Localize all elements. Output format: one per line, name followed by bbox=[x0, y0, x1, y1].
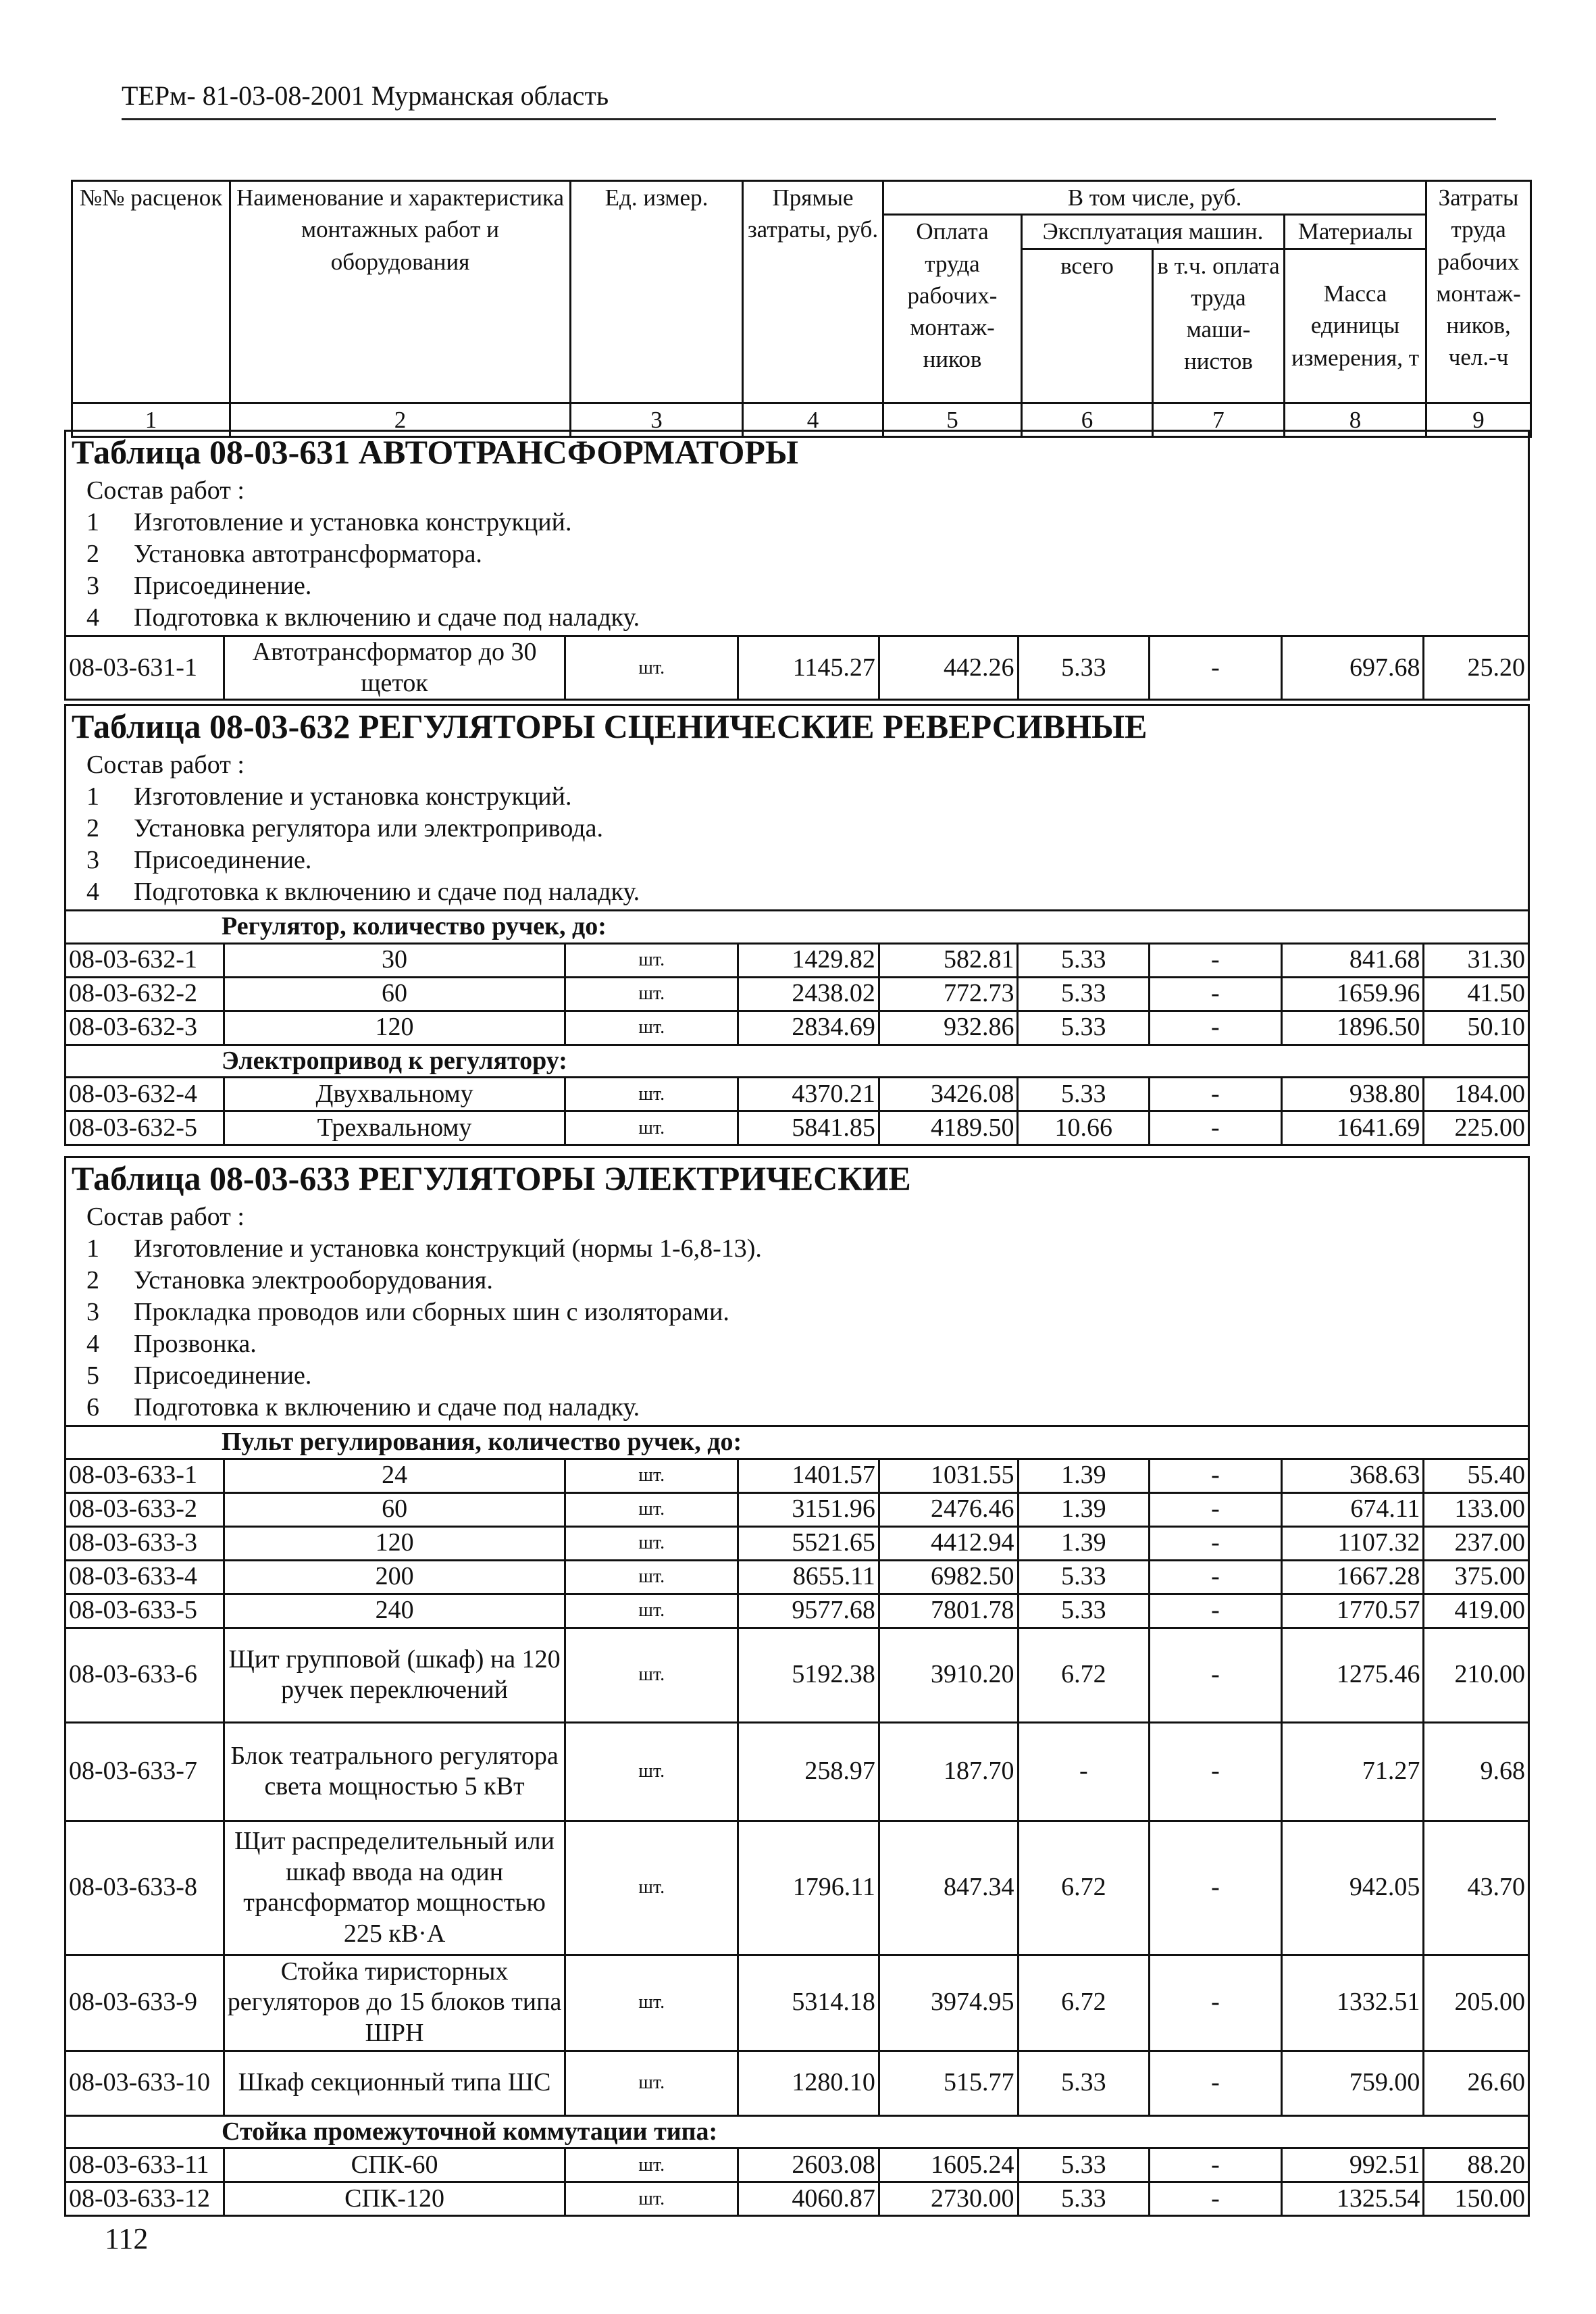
machine-cost: 5.33 bbox=[1018, 943, 1150, 977]
composition-item-text: Подготовка к включению и сдаче под наладку. bbox=[134, 603, 640, 632]
composition-item-text: Установка регулятора или электропривода. bbox=[134, 814, 603, 842]
col-header-mach-labor: в т.ч. оплата труда маши-нистов bbox=[1153, 249, 1285, 403]
material-mass: 1641.69 bbox=[1281, 1111, 1424, 1145]
composition-item bbox=[86, 845, 1528, 876]
machine-cost: 5.33 bbox=[1018, 2051, 1150, 2115]
composition-item bbox=[86, 602, 1528, 634]
labor-hours: 41.50 bbox=[1424, 977, 1529, 1011]
machinist-labor: - bbox=[1150, 2182, 1282, 2216]
composition-block bbox=[66, 747, 1529, 911]
composition-item-number: 2 bbox=[86, 540, 99, 568]
col-header-direct: Прямые затраты, руб. bbox=[743, 181, 883, 403]
rate-row bbox=[66, 1011, 1529, 1045]
work-name: СПК-60 bbox=[224, 2148, 565, 2182]
labor-cost: 3974.95 bbox=[879, 1955, 1018, 2051]
rate-code: 08-03-633-11 bbox=[66, 2148, 224, 2182]
composition-label: Состав работ : bbox=[86, 751, 244, 779]
material-mass: 942.05 bbox=[1281, 1821, 1424, 1955]
rate-row bbox=[66, 2051, 1529, 2115]
composition-item-text: Изготовление и установка конструкций (нормы 1-6,8-13). bbox=[134, 1234, 762, 1263]
composition-item bbox=[86, 1328, 1528, 1360]
composition-item-text: Установка автотрансформатора. bbox=[134, 540, 482, 568]
col-number: 2 bbox=[230, 403, 571, 436]
direct-cost: 5841.85 bbox=[738, 1111, 879, 1145]
machine-cost: 5.33 bbox=[1018, 977, 1150, 1011]
labor-hours: 31.30 bbox=[1424, 943, 1529, 977]
rate-row bbox=[66, 636, 1529, 700]
work-name: 240 bbox=[224, 1594, 565, 1628]
composition-item bbox=[86, 1392, 1528, 1424]
machine-cost: 6.72 bbox=[1018, 1628, 1150, 1722]
rate-code: 08-03-633-12 bbox=[66, 2182, 224, 2216]
work-name: Стойка тиристорных регуляторов до 15 блоков типа ШРН bbox=[224, 1955, 565, 2051]
composition-item-number: 2 bbox=[86, 1266, 99, 1294]
page-number: 112 bbox=[105, 2222, 149, 2255]
composition-item-text: Изготовление и установка конструкций. bbox=[134, 782, 572, 811]
composition-item-text: Прокладка проводов или сборных шин с изоляторами. bbox=[134, 1298, 729, 1326]
composition-item-text: Присоединение. bbox=[134, 846, 312, 874]
rate-code: 08-03-632-1 bbox=[66, 943, 224, 977]
work-name: Трехвальному bbox=[224, 1111, 565, 1145]
material-mass: 71.27 bbox=[1281, 1722, 1424, 1821]
composition-block bbox=[66, 1199, 1529, 1426]
unit: шт. bbox=[565, 1821, 738, 1955]
labor-hours: 375.00 bbox=[1424, 1560, 1529, 1594]
machine-cost: 5.33 bbox=[1018, 1078, 1150, 1111]
machinist-labor: - bbox=[1150, 1594, 1282, 1628]
composition-item-text: Прозвонка. bbox=[134, 1330, 257, 1358]
composition-item bbox=[86, 876, 1528, 908]
labor-hours: 25.20 bbox=[1424, 636, 1529, 700]
labor-cost: 4412.94 bbox=[879, 1526, 1018, 1560]
col-header-unit: Ед. измер. bbox=[571, 181, 743, 403]
material-mass: 368.63 bbox=[1281, 1459, 1424, 1492]
machinist-labor: - bbox=[1150, 1955, 1282, 2051]
rate-code: 08-03-631-1 bbox=[66, 636, 224, 700]
unit: шт. bbox=[565, 1722, 738, 1821]
work-name: Блок театрального регулятора света мощностью 5 кВт bbox=[224, 1722, 565, 1821]
rate-code: 08-03-633-7 bbox=[66, 1722, 224, 1821]
unit: шт. bbox=[565, 1955, 738, 2051]
composition-item-number: 2 bbox=[86, 814, 99, 842]
machinist-labor: - bbox=[1150, 977, 1282, 1011]
unit: шт. bbox=[565, 2051, 738, 2115]
material-mass: 1275.46 bbox=[1281, 1628, 1424, 1722]
machine-cost: 5.33 bbox=[1018, 2148, 1150, 2182]
composition-item-text: Подготовка к включению и сдаче под наладку. bbox=[134, 878, 640, 906]
header-rule bbox=[122, 118, 1496, 120]
composition-item bbox=[86, 570, 1528, 602]
work-name: 200 bbox=[224, 1560, 565, 1594]
composition-item-text: Установка электрооборудования. bbox=[134, 1266, 493, 1294]
composition-item-number: 4 bbox=[86, 603, 99, 632]
composition-item bbox=[86, 1297, 1528, 1328]
material-mass: 759.00 bbox=[1281, 2051, 1424, 2115]
rate-code: 08-03-633-5 bbox=[66, 1594, 224, 1628]
machinist-labor: - bbox=[1150, 943, 1282, 977]
work-name: 60 bbox=[224, 1492, 565, 1526]
material-mass: 697.68 bbox=[1281, 636, 1424, 700]
direct-cost: 2834.69 bbox=[738, 1011, 879, 1045]
composition-item-number: 3 bbox=[86, 572, 99, 600]
col-header-mach-total: всего bbox=[1022, 249, 1153, 403]
composition-item bbox=[86, 507, 1528, 538]
machinist-labor: - bbox=[1150, 1011, 1282, 1045]
page-header-title: ТЕРм- 81-03-08-2001 Мурманская область bbox=[122, 80, 609, 111]
material-mass: 1896.50 bbox=[1281, 1011, 1424, 1045]
composition-item-text: Подготовка к включению и сдаче под наладку. bbox=[134, 1393, 640, 1422]
composition-item bbox=[86, 781, 1528, 813]
rate-row bbox=[66, 1078, 1529, 1111]
col-header-code: №№ расценок bbox=[72, 181, 230, 403]
machinist-labor: - bbox=[1150, 1459, 1282, 1492]
composition-item-number: 6 bbox=[86, 1393, 99, 1422]
work-name: СПК-120 bbox=[224, 2182, 565, 2216]
direct-cost: 2603.08 bbox=[738, 2148, 879, 2182]
labor-hours: 43.70 bbox=[1424, 1821, 1529, 1955]
machinist-labor: - bbox=[1150, 1526, 1282, 1560]
material-mass: 992.51 bbox=[1281, 2148, 1424, 2182]
unit: шт. bbox=[565, 1011, 738, 1045]
material-mass: 1667.28 bbox=[1281, 1560, 1424, 1594]
rate-code: 08-03-633-9 bbox=[66, 1955, 224, 2051]
machine-cost: 5.33 bbox=[1018, 2182, 1150, 2216]
rate-row bbox=[66, 1594, 1529, 1628]
rate-code: 08-03-632-4 bbox=[66, 1078, 224, 1111]
composition-label: Состав работ : bbox=[86, 1203, 244, 1231]
labor-hours: 184.00 bbox=[1424, 1078, 1529, 1111]
labor-hours: 50.10 bbox=[1424, 1011, 1529, 1045]
machine-cost: 10.66 bbox=[1018, 1111, 1150, 1145]
work-name: Шкаф секционный типа ШС bbox=[224, 2051, 565, 2115]
material-mass: 1659.96 bbox=[1281, 977, 1424, 1011]
labor-hours: 9.68 bbox=[1424, 1722, 1529, 1821]
rate-row bbox=[66, 1722, 1529, 1821]
composition-item-number: 4 bbox=[86, 1330, 99, 1358]
work-name: Двухвальному bbox=[224, 1078, 565, 1111]
composition-item-number: 1 bbox=[86, 782, 99, 811]
composition-item-number: 5 bbox=[86, 1361, 99, 1390]
rate-table-3 bbox=[64, 1156, 1530, 2217]
machine-cost: 1.39 bbox=[1018, 1526, 1150, 1560]
machine-cost: 5.33 bbox=[1018, 1560, 1150, 1594]
direct-cost: 258.97 bbox=[738, 1722, 879, 1821]
rate-row bbox=[66, 1111, 1529, 1145]
group-subheading: Электропривод к регулятору: bbox=[66, 1045, 1529, 1078]
direct-cost: 9577.68 bbox=[738, 1594, 879, 1628]
unit: шт. bbox=[565, 636, 738, 700]
work-name: 120 bbox=[224, 1011, 565, 1045]
labor-cost: 2730.00 bbox=[879, 2182, 1018, 2216]
col-number: 1 bbox=[72, 403, 230, 436]
direct-cost: 3151.96 bbox=[738, 1492, 879, 1526]
material-mass: 1325.54 bbox=[1281, 2182, 1424, 2216]
work-name: Щит распределительный или шкаф ввода на один трансформатор мощностью 225 кВ·А bbox=[224, 1821, 565, 1955]
labor-cost: 187.70 bbox=[879, 1722, 1018, 1821]
labor-hours: 237.00 bbox=[1424, 1526, 1529, 1560]
direct-cost: 5192.38 bbox=[738, 1628, 879, 1722]
unit: шт. bbox=[565, 1526, 738, 1560]
labor-cost: 1605.24 bbox=[879, 2148, 1018, 2182]
labor-cost: 4189.50 bbox=[879, 1111, 1018, 1145]
group-subheading: Регулятор, количество ручек, до: bbox=[66, 911, 1529, 944]
labor-hours: 55.40 bbox=[1424, 1459, 1529, 1492]
labor-cost: 847.34 bbox=[879, 1821, 1018, 1955]
composition-item-text: Изготовление и установка конструкций. bbox=[134, 508, 572, 536]
composition-item-number: 3 bbox=[86, 846, 99, 874]
material-mass: 674.11 bbox=[1281, 1492, 1424, 1526]
col-number: 9 bbox=[1426, 403, 1531, 436]
labor-hours: 26.60 bbox=[1424, 2051, 1529, 2115]
rate-code: 08-03-633-10 bbox=[66, 2051, 224, 2115]
machinist-labor: - bbox=[1150, 1628, 1282, 1722]
col-number: 6 bbox=[1022, 403, 1153, 436]
machinist-labor: - bbox=[1150, 2148, 1282, 2182]
machine-cost: 5.33 bbox=[1018, 1594, 1150, 1628]
direct-cost: 5521.65 bbox=[738, 1526, 879, 1560]
material-mass: 1107.32 bbox=[1281, 1526, 1424, 1560]
labor-hours: 419.00 bbox=[1424, 1594, 1529, 1628]
rate-code: 08-03-633-3 bbox=[66, 1526, 224, 1560]
unit: шт. bbox=[565, 2148, 738, 2182]
rate-row bbox=[66, 1492, 1529, 1526]
composition-item-text: Присоединение. bbox=[134, 572, 312, 600]
rate-code: 08-03-633-2 bbox=[66, 1492, 224, 1526]
direct-cost: 5314.18 bbox=[738, 1955, 879, 2051]
col-header-materials: Материалы bbox=[1285, 215, 1426, 249]
machinist-labor: - bbox=[1150, 2051, 1282, 2115]
rate-code: 08-03-632-5 bbox=[66, 1111, 224, 1145]
rate-row bbox=[66, 1459, 1529, 1492]
direct-cost: 2438.02 bbox=[738, 977, 879, 1011]
composition-item bbox=[86, 538, 1528, 570]
direct-cost: 1429.82 bbox=[738, 943, 879, 977]
composition-item-number: 4 bbox=[86, 878, 99, 906]
rate-code: 08-03-632-3 bbox=[66, 1011, 224, 1045]
section-title: Таблица 08-03-632 РЕГУЛЯТОРЫ СЦЕНИЧЕСКИЕ РЕВЕРСИВНЫЕ bbox=[66, 705, 1529, 747]
unit: шт. bbox=[565, 977, 738, 1011]
rate-code: 08-03-633-6 bbox=[66, 1628, 224, 1722]
labor-cost: 6982.50 bbox=[879, 1560, 1018, 1594]
direct-cost: 1796.11 bbox=[738, 1821, 879, 1955]
composition-block bbox=[66, 472, 1529, 636]
col-header-hours: Затраты труда рабочих монтаж-ников, чел.-ч bbox=[1426, 181, 1531, 403]
machine-cost: 1.39 bbox=[1018, 1459, 1150, 1492]
composition-item-number: 3 bbox=[86, 1298, 99, 1326]
machine-cost: 5.33 bbox=[1018, 1011, 1150, 1045]
rate-row bbox=[66, 943, 1529, 977]
rate-code: 08-03-633-8 bbox=[66, 1821, 224, 1955]
labor-cost: 2476.46 bbox=[879, 1492, 1018, 1526]
direct-cost: 1280.10 bbox=[738, 2051, 879, 2115]
labor-cost: 772.73 bbox=[879, 977, 1018, 1011]
unit: шт. bbox=[565, 1492, 738, 1526]
unit: шт. bbox=[565, 1078, 738, 1111]
rate-row bbox=[66, 2182, 1529, 2216]
col-number: 5 bbox=[883, 403, 1022, 436]
unit: шт. bbox=[565, 2182, 738, 2216]
rate-row bbox=[66, 1955, 1529, 2051]
rate-row bbox=[66, 1526, 1529, 1560]
composition-item bbox=[86, 813, 1528, 845]
col-header-labor: Оплата труда рабочих-монтаж-ников bbox=[883, 215, 1022, 403]
rate-row bbox=[66, 1821, 1529, 1955]
rate-table-2 bbox=[64, 704, 1530, 1146]
labor-hours: 133.00 bbox=[1424, 1492, 1529, 1526]
section-title: Таблица 08-03-631 АВТОТРАНСФОРМАТОРЫ bbox=[66, 431, 1529, 473]
labor-hours: 210.00 bbox=[1424, 1628, 1529, 1722]
col-header-name: Наименование и характеристика монтажных работ и оборудования bbox=[230, 181, 571, 403]
machinist-labor: - bbox=[1150, 1111, 1282, 1145]
material-mass: 938.80 bbox=[1281, 1078, 1424, 1111]
labor-hours: 88.20 bbox=[1424, 2148, 1529, 2182]
unit: шт. bbox=[565, 1594, 738, 1628]
material-mass: 841.68 bbox=[1281, 943, 1424, 977]
machinist-labor: - bbox=[1150, 636, 1282, 700]
col-number: 8 bbox=[1285, 403, 1426, 436]
rate-row bbox=[66, 1560, 1529, 1594]
rate-row bbox=[66, 2148, 1529, 2182]
labor-hours: 150.00 bbox=[1424, 2182, 1529, 2216]
work-name: Щит групповой (шкаф) на 120 ручек переключений bbox=[224, 1628, 565, 1722]
labor-cost: 1031.55 bbox=[879, 1459, 1018, 1492]
group-subheading: Стойка промежуточной коммутации типа: bbox=[66, 2115, 1529, 2148]
col-header-mass: Масса единицы измерения, т bbox=[1285, 249, 1426, 403]
direct-cost: 1401.57 bbox=[738, 1459, 879, 1492]
labor-cost: 582.81 bbox=[879, 943, 1018, 977]
labor-hours: 225.00 bbox=[1424, 1111, 1529, 1145]
machinist-labor: - bbox=[1150, 1492, 1282, 1526]
unit: шт. bbox=[565, 1628, 738, 1722]
composition-item-text: Присоединение. bbox=[134, 1361, 312, 1390]
col-number: 3 bbox=[571, 403, 743, 436]
column-header-table bbox=[71, 180, 1532, 438]
composition-item bbox=[86, 1233, 1528, 1265]
composition-item bbox=[86, 1360, 1528, 1392]
col-header-including: В том числе, руб. bbox=[883, 181, 1426, 215]
composition-item bbox=[86, 1265, 1528, 1297]
direct-cost: 8655.11 bbox=[738, 1560, 879, 1594]
unit: шт. bbox=[565, 1111, 738, 1145]
section-title: Таблица 08-03-633 РЕГУЛЯТОРЫ ЭЛЕКТРИЧЕСКИЕ bbox=[66, 1157, 1529, 1199]
labor-cost: 515.77 bbox=[879, 2051, 1018, 2115]
direct-cost: 4370.21 bbox=[738, 1078, 879, 1111]
machine-cost: 5.33 bbox=[1018, 636, 1150, 700]
work-name: 120 bbox=[224, 1526, 565, 1560]
material-mass: 1332.51 bbox=[1281, 1955, 1424, 2051]
unit: шт. bbox=[565, 1560, 738, 1594]
machinist-labor: - bbox=[1150, 1078, 1282, 1111]
rate-table-1 bbox=[64, 430, 1530, 701]
labor-cost: 3426.08 bbox=[879, 1078, 1018, 1111]
work-name: 24 bbox=[224, 1459, 565, 1492]
col-number: 4 bbox=[743, 403, 883, 436]
machinist-labor: - bbox=[1150, 1722, 1282, 1821]
labor-cost: 932.86 bbox=[879, 1011, 1018, 1045]
work-name: 60 bbox=[224, 977, 565, 1011]
col-header-machines: Эксплуатация машин. bbox=[1022, 215, 1285, 249]
machinist-labor: - bbox=[1150, 1560, 1282, 1594]
direct-cost: 1145.27 bbox=[738, 636, 879, 700]
labor-cost: 3910.20 bbox=[879, 1628, 1018, 1722]
rate-code: 08-03-633-4 bbox=[66, 1560, 224, 1594]
labor-hours: 205.00 bbox=[1424, 1955, 1529, 2051]
labor-cost: 442.26 bbox=[879, 636, 1018, 700]
composition-item-number: 1 bbox=[86, 508, 99, 536]
labor-cost: 7801.78 bbox=[879, 1594, 1018, 1628]
group-subheading: Пульт регулирования, количество ручек, до: bbox=[66, 1426, 1529, 1459]
unit: шт. bbox=[565, 943, 738, 977]
machinist-labor: - bbox=[1150, 1821, 1282, 1955]
col-number: 7 bbox=[1153, 403, 1285, 436]
machine-cost: 1.39 bbox=[1018, 1492, 1150, 1526]
machine-cost: - bbox=[1018, 1722, 1150, 1821]
composition-label: Состав работ : bbox=[86, 476, 244, 505]
machine-cost: 6.72 bbox=[1018, 1955, 1150, 2051]
work-name: Автотрансформатор до 30 щеток bbox=[224, 636, 565, 700]
direct-cost: 4060.87 bbox=[738, 2182, 879, 2216]
material-mass: 1770.57 bbox=[1281, 1594, 1424, 1628]
rate-row bbox=[66, 977, 1529, 1011]
unit: шт. bbox=[565, 1459, 738, 1492]
rate-row bbox=[66, 1628, 1529, 1722]
work-name: 30 bbox=[224, 943, 565, 977]
composition-item-number: 1 bbox=[86, 1234, 99, 1263]
rate-code: 08-03-633-1 bbox=[66, 1459, 224, 1492]
rate-code: 08-03-632-2 bbox=[66, 977, 224, 1011]
machine-cost: 6.72 bbox=[1018, 1821, 1150, 1955]
